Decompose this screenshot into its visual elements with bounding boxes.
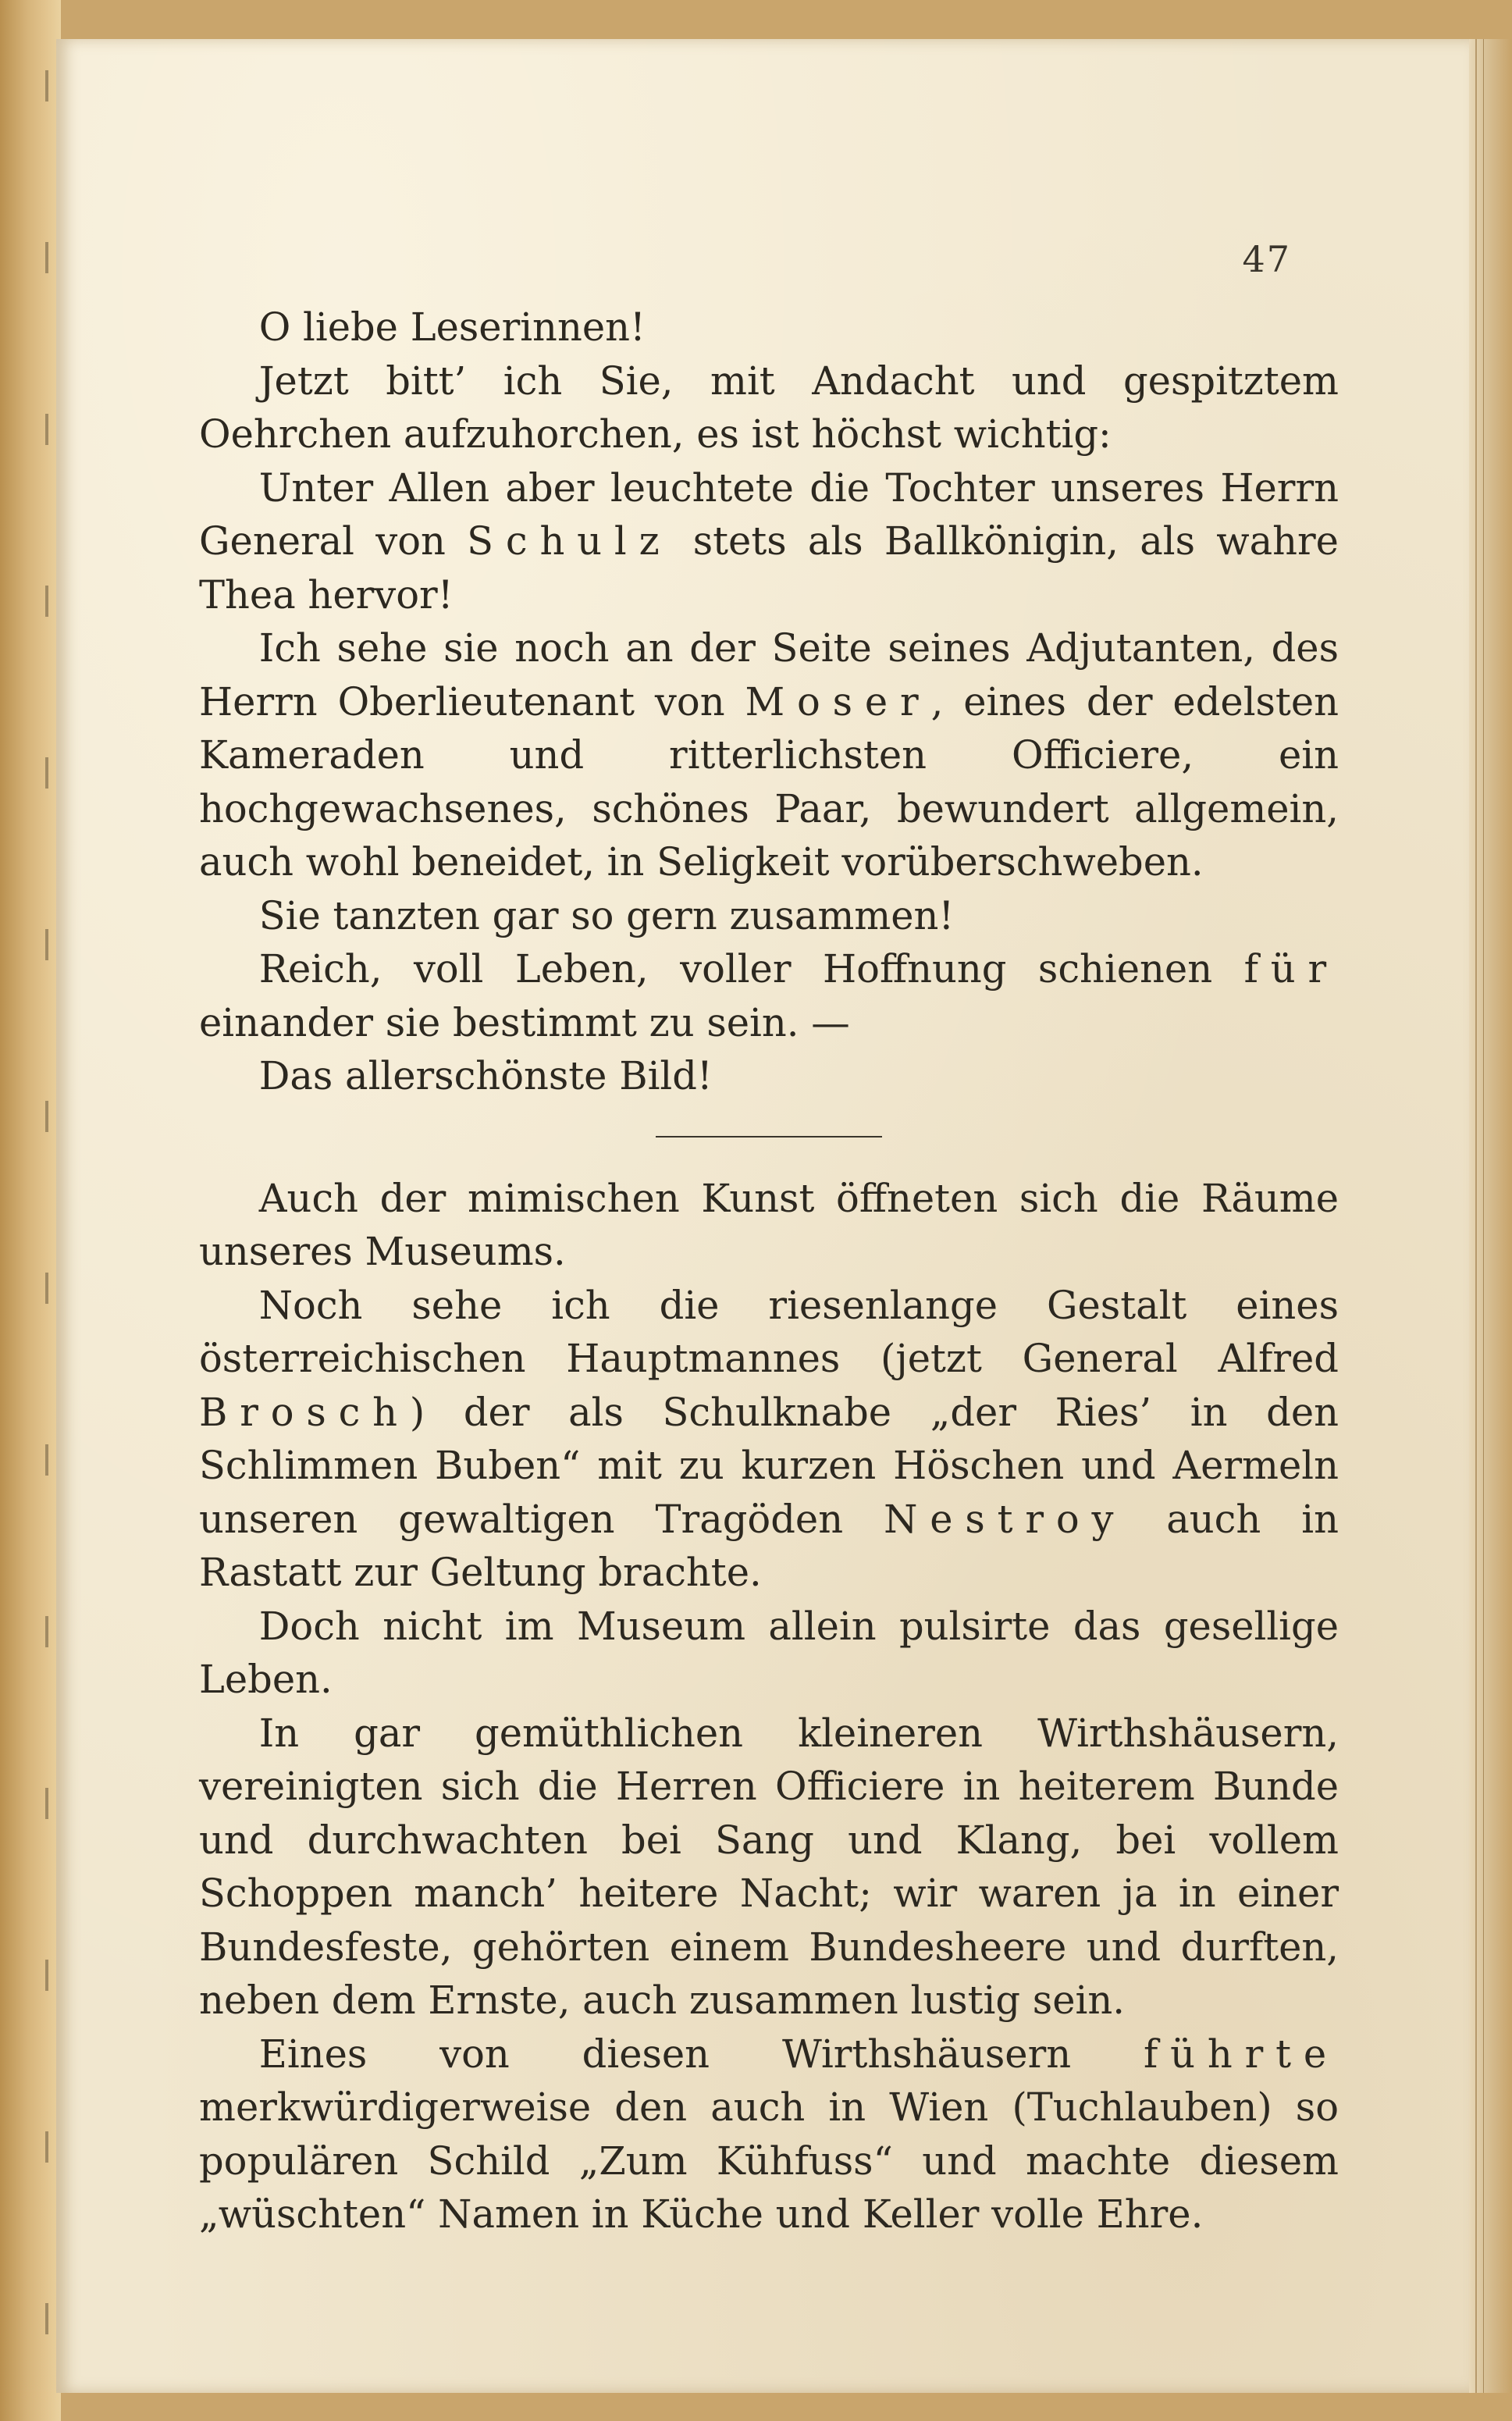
paragraph-7: Das allerschönste Bild! bbox=[258, 1053, 713, 1098]
paragraph-9: Noch sehe ich die riesenlange Gestalt eines österreichischen Hauptmannes (jetzt General Alfred Brosch) der als Schulknabe „der Ries’ in den Schlimmen Buben“ mit zu kurzen Höschen und Aermeln unseren gewaltigen Tragöden Nestroy auch in Rastatt zur Geltung brachte. bbox=[199, 1282, 1339, 1595]
binding-stitches bbox=[45, 70, 48, 2334]
section-separator bbox=[656, 1136, 882, 1138]
paragraph-5: Sie tanzten gar so gern zusammen! bbox=[258, 892, 955, 938]
page-number: 47 bbox=[1242, 238, 1291, 280]
paragraph-10: Doch nicht im Museum allein pulsirte das gesellige Leben. bbox=[199, 1603, 1339, 1702]
page-edge bbox=[1469, 39, 1512, 2393]
paragraph-11: In gar gemüthlichen kleineren Wirthshäusern, vereinigten sich die Herren Officiere in heiterem Bunde und durchwachten bei Sang und Klang, bei vollem Schoppen manch’ heitere Nacht; wir waren ja in einer Bundesfeste, gehörten einem Bundesheere und durften, neben dem Ernste, auch zusammen lustig sein. bbox=[199, 1710, 1339, 2023]
page-text bbox=[199, 301, 1339, 2241]
paragraph-6: Reich, voll Leben, voller Hoffnung schienen für einander sie bestimmt zu sein. — bbox=[199, 946, 1339, 1045]
paragraph-12: Eines von diesen Wirthshäusern führte merkwürdigerweise den auch in Wien (Tuchlauben) so populären Schild „Zum Kühfuss“ und machte diesem „wüschten“ Namen in Küche und Keller volle Ehre. bbox=[199, 2031, 1339, 2237]
paragraph-4: Ich sehe sie noch an der Seite seines Adjutanten, des Herrn Oberlieutenant von Moser, eines der edelsten Kameraden und ritterlichsten Officiere, ein hochgewachsenes, schönes Paar, bewundert allgemein, auch wohl beneidet, in Seligkeit vorüberschweben. bbox=[199, 625, 1339, 885]
book-binding bbox=[0, 0, 61, 2421]
paragraph-2: Jetzt bitt’ ich Sie, mit Andacht und gespitztem Oehrchen aufzuhorchen, es ist höchst wichtig: bbox=[199, 358, 1339, 457]
paragraph-8: Auch der mimischen Kunst öffneten sich die Räume unseres Museums. bbox=[199, 1175, 1339, 1274]
paragraph-1: O liebe Leserinnen! bbox=[258, 304, 646, 350]
paragraph-3: Unter Allen aber leuchtete die Tochter unseres Herrn General von Schulz stets als Ballkönigin, als wahre Thea hervor! bbox=[199, 465, 1339, 618]
